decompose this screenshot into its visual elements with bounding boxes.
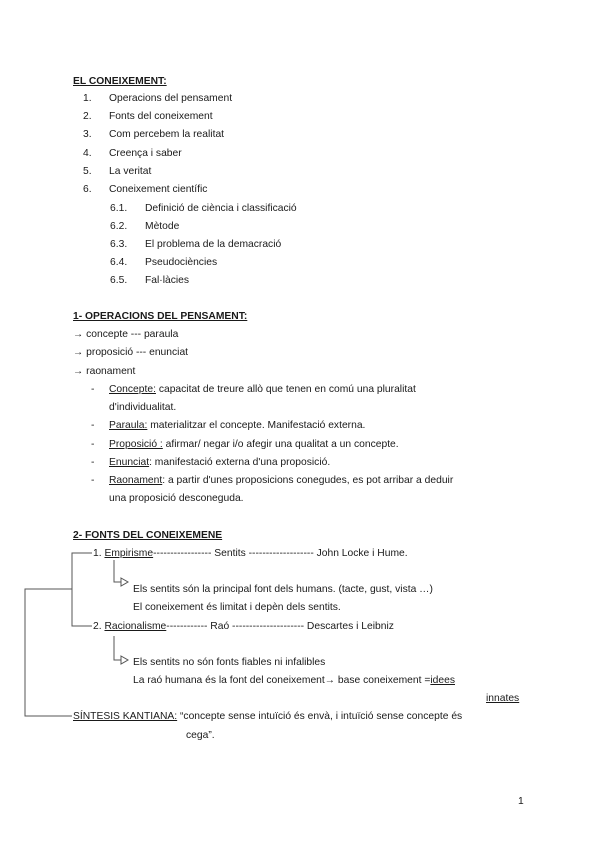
arrow-head-icon	[121, 578, 128, 586]
arrow-line: → raonament	[73, 366, 136, 377]
toc-item: Com percebem la realitat	[109, 129, 225, 140]
definition-term: Enunciat	[109, 457, 150, 468]
toc-number: 6.	[83, 184, 92, 195]
raon-line	[133, 675, 455, 687]
toc-subitem: Definició de ciència i classificació	[145, 203, 297, 214]
empirisme-rest: ----------------- Sentits ------------------- John Locke i Hume.	[153, 548, 408, 559]
toc-subnumber: 6.2.	[110, 221, 128, 232]
inner-bracket	[72, 553, 92, 626]
toc-item: La veritat	[109, 166, 152, 177]
toc-number: 3.	[83, 129, 92, 140]
section-2-heading: 2- FONTS DEL CONEIXEMENE	[73, 530, 223, 541]
toc-number: 4.	[83, 148, 92, 159]
definition-text: materialitzar el concepte. Manifestació externa.	[147, 420, 366, 431]
sintesi-label: SÍNTESIS KANTIANA:	[73, 711, 178, 722]
toc-subnumber: 6.3.	[110, 239, 128, 250]
bullet-dash: -	[91, 384, 95, 395]
sintesi-text: “concepte sense intuïció és envà, i intuïció sense concepte és	[177, 711, 463, 722]
raon-text: La raó humana és la font del coneixement→ base coneixement =	[133, 675, 431, 686]
racionalisme-note: Els sentits no són fonts fiables ni infalibles	[133, 657, 326, 668]
empirisme-note: Els sentits són la principal font dels humans. (tacte, gust, vista …)	[133, 584, 433, 595]
sintesi-continuation: cega”.	[186, 730, 215, 741]
bullet-dash: -	[91, 457, 95, 468]
page-title: EL CONEIXEMENT:	[73, 76, 167, 87]
raon-underlined-cont: innates	[486, 693, 520, 704]
empirisme-line	[93, 548, 408, 560]
toc-number: 5.	[83, 166, 92, 177]
toc-number: 1.	[83, 93, 92, 104]
toc-subitem: Pseudociències	[145, 257, 218, 268]
arrow-line: → proposició --- enunciat	[73, 347, 189, 358]
toc-subnumber: 6.5.	[110, 275, 128, 286]
bullet-dash: -	[91, 420, 95, 431]
bullet-dash: -	[91, 439, 95, 450]
definition-term: Concepte:	[109, 384, 156, 395]
page-number: 1	[518, 796, 524, 807]
toc-item: Coneixement científic	[109, 184, 208, 195]
definition-term: Paraula:	[109, 420, 148, 431]
definition-text: : a partir d'unes proposicions conegudes, es pot arribar a deduir	[162, 475, 454, 486]
toc-subitem: El problema de la demacració	[145, 239, 282, 250]
empirisme-note: El coneixement és limitat i depèn dels sentits.	[133, 602, 341, 613]
racionalisme-line	[93, 621, 394, 633]
racionalisme-rest: ------------ Raó --------------------- Descartes i Leibniz	[166, 621, 394, 632]
sintesi-line	[73, 711, 462, 723]
toc-subitem: Mètode	[145, 221, 180, 232]
toc-subnumber: 6.1.	[110, 203, 128, 214]
list-number: 2.	[93, 621, 102, 632]
definition-term: Raonament	[109, 475, 163, 486]
toc-item: Operacions del pensament	[109, 93, 233, 104]
definition-text: afirmar/ negar i/o afegir una qualitat a un concepte.	[162, 439, 399, 450]
racionalisme-term: Racionalisme	[104, 621, 167, 632]
arrow-head-icon	[121, 656, 128, 664]
bullet-dash: -	[91, 475, 95, 486]
raon-underlined: idees	[430, 675, 455, 686]
definition-continuation: una proposició desconeguda.	[109, 493, 244, 504]
definition-continuation: d'individualitat.	[109, 402, 177, 413]
definition-text: : manifestació externa d'una proposició.	[149, 457, 331, 468]
arrow-line: → concepte --- paraula	[73, 329, 179, 340]
toc-subnumber: 6.4.	[110, 257, 128, 268]
definition-term: Proposició :	[109, 439, 163, 450]
list-number: 1.	[93, 548, 102, 559]
definition-text: capacitat de treure allò que tenen en comú una pluralitat	[155, 384, 416, 395]
toc-item: Creença i saber	[109, 148, 182, 159]
empirisme-term: Empirisme	[104, 548, 154, 559]
section-1-heading: 1- OPERACIONS DEL PENSAMENT:	[73, 311, 248, 322]
toc-item: Fonts del coneixement	[109, 111, 213, 122]
toc-number: 2.	[83, 111, 92, 122]
toc-subitem: Fal·làcies	[145, 275, 190, 286]
outer-bracket	[25, 589, 72, 716]
